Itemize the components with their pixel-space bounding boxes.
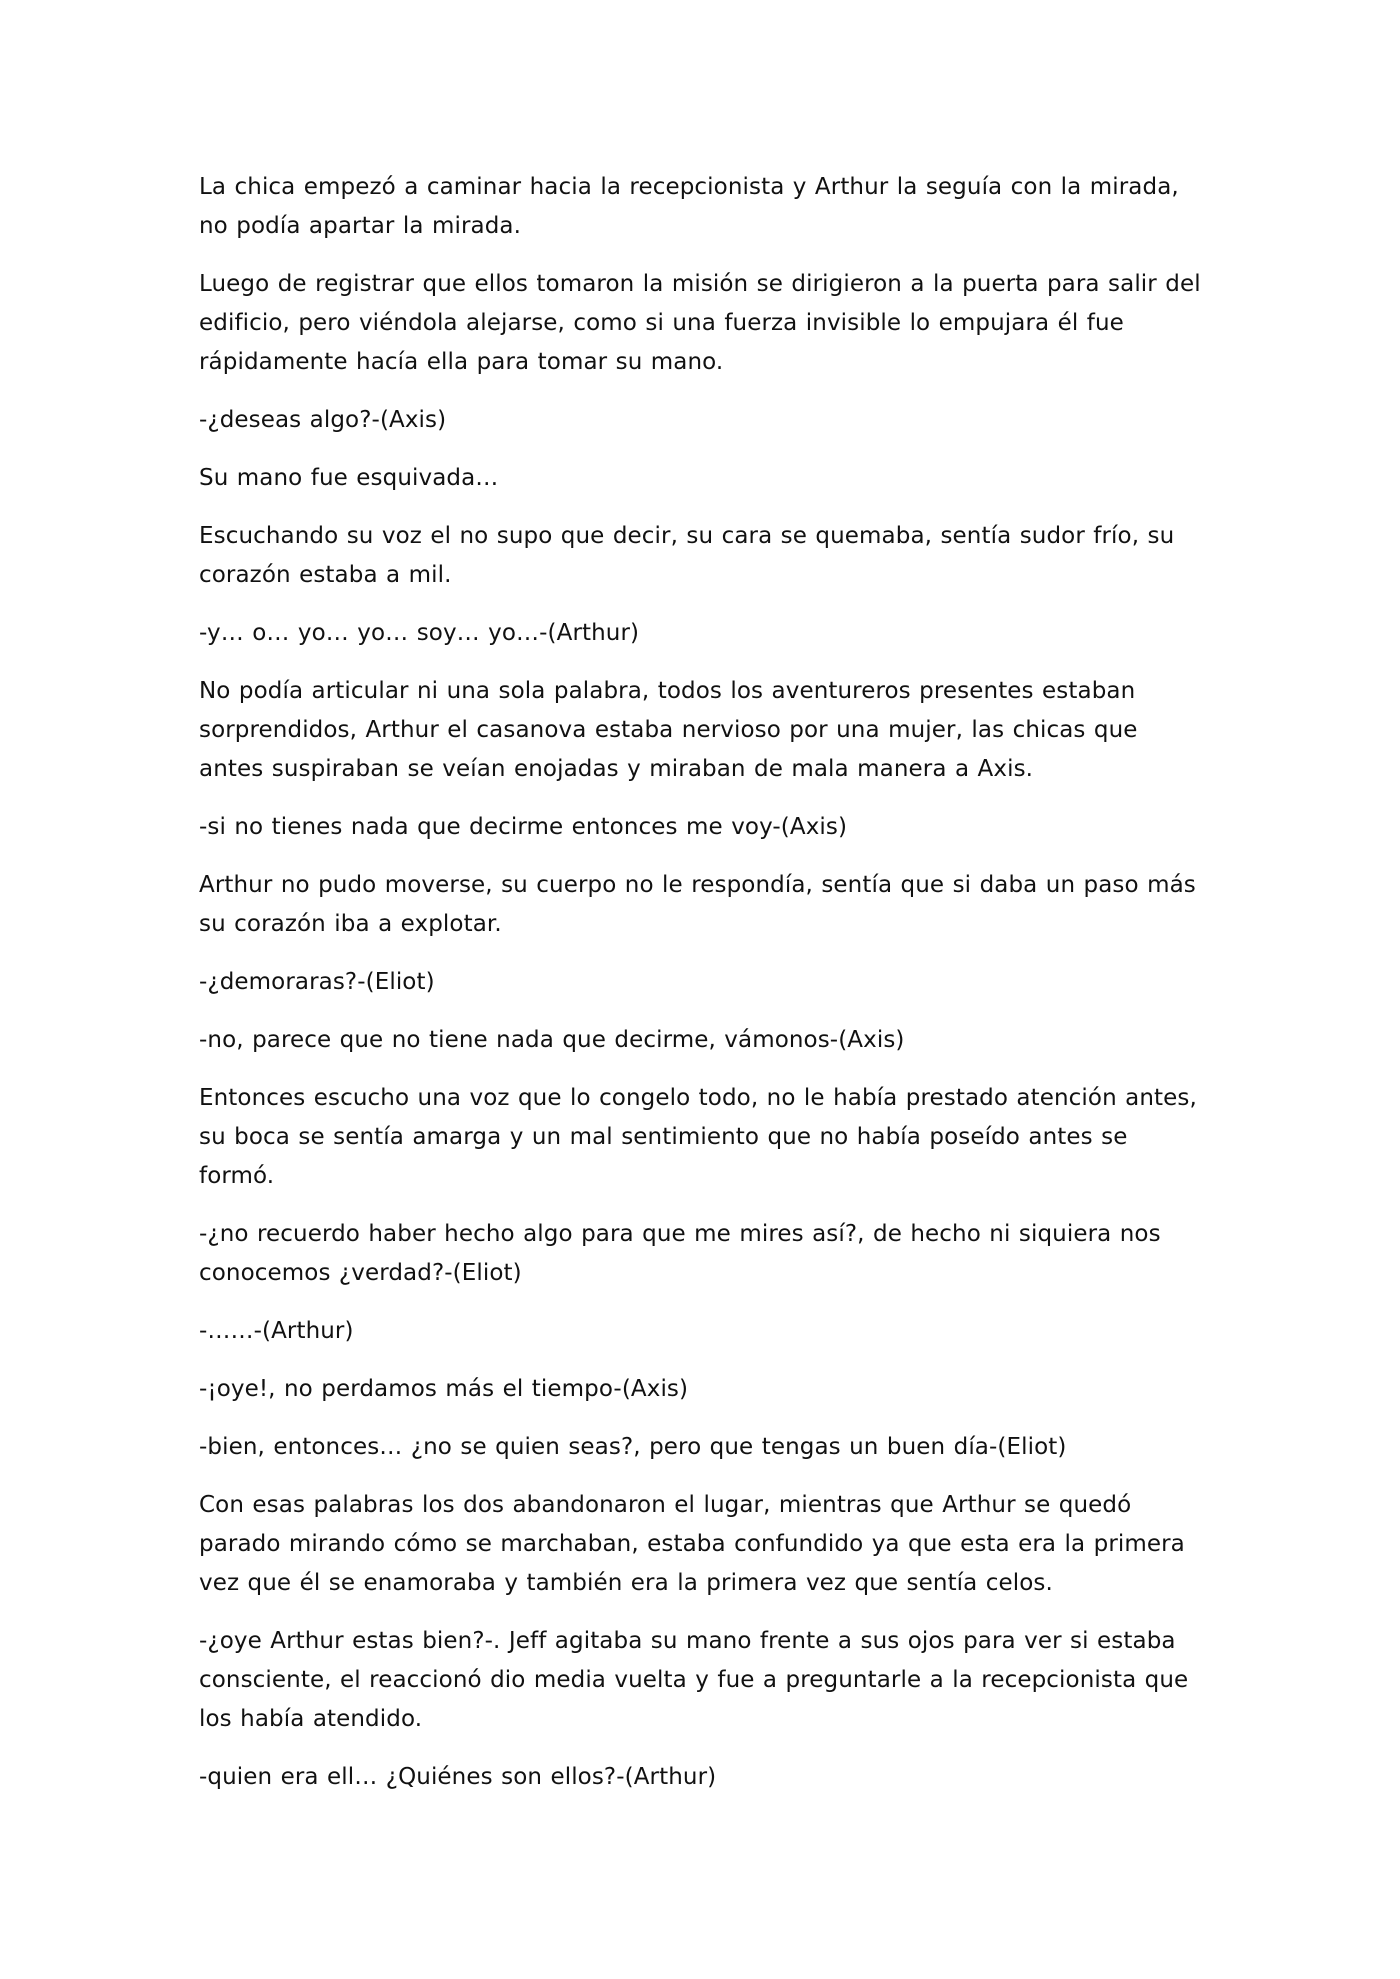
dialogue-line: -¿oye Arthur estas bien?-. Jeff agitaba su mano frente a sus ojos para ver si estaba consciente, el reaccionó dio media vuelta y fue a preguntarle a la recepcionista que los había atendido.: [199, 1628, 1189, 1732]
paragraph: Entonces escucho una voz que lo congelo todo, no le había prestado atención antes, su boca se sentía amarga y un mal sentimiento que no había poseído antes se formó.: [199, 1085, 1197, 1189]
dialogue-line: -bien, entonces… ¿no se quien seas?, pero que tengas un buen día-(Eliot): [199, 1434, 1067, 1460]
dialogue-line: -¿no recuerdo haber hecho algo para que me mires así?, de hecho ni siquiera nos conocemos ¿verdad?-(Eliot): [199, 1221, 1161, 1286]
dialogue-line: -no, parece que no tiene nada que decirme, vámonos-(Axis): [199, 1027, 905, 1053]
dialogue-line: -¿demoraras?-(Eliot): [199, 969, 435, 995]
dialogue-line: -¡oye!, no perdamos más el tiempo-(Axis): [199, 1376, 689, 1402]
paragraph: Escuchando su voz el no supo que decir, su cara se quemaba, sentía sudor frío, su corazón estaba a mil.: [199, 523, 1175, 588]
dialogue-line: -si no tienes nada que decirme entonces me voy-(Axis): [199, 814, 848, 840]
dialogue-line: -¿deseas algo?-(Axis): [199, 407, 447, 433]
paragraph: Luego de registrar que ellos tomaron la misión se dirigieron a la puerta para salir del edificio, pero viéndola alejarse, como si una fuerza invisible lo empujara él fue rápidamente hacía ella para tomar su mano.: [199, 271, 1201, 375]
paragraph: Arthur no pudo moverse, su cuerpo no le respondía, sentía que si daba un paso más su corazón iba a explotar.: [199, 872, 1196, 937]
dialogue-line: -……-(Arthur): [199, 1318, 354, 1344]
paragraph: Su mano fue esquivada…: [199, 465, 499, 491]
document-body: [199, 168, 1204, 1816]
dialogue-line: -quien era ell… ¿Quiénes son ellos?-(Arthur): [199, 1764, 717, 1790]
paragraph: La chica empezó a caminar hacia la recepcionista y Arthur la seguía con la mirada, no podía apartar la mirada.: [199, 174, 1179, 239]
dialogue-line: -y… o… yo… yo… soy… yo…-(Arthur): [199, 620, 640, 646]
paragraph: Con esas palabras los dos abandonaron el lugar, mientras que Arthur se quedó parado mirando cómo se marchaban, estaba confundido ya que esta era la primera vez que él se enamoraba y también era la primera vez que sentía celos.: [199, 1492, 1185, 1596]
paragraph: No podía articular ni una sola palabra, todos los aventureros presentes estaban sorprendidos, Arthur el casanova estaba nervioso por una mujer, las chicas que antes suspiraban se veían enojadas y miraban de mala manera a Axis.: [199, 678, 1138, 782]
